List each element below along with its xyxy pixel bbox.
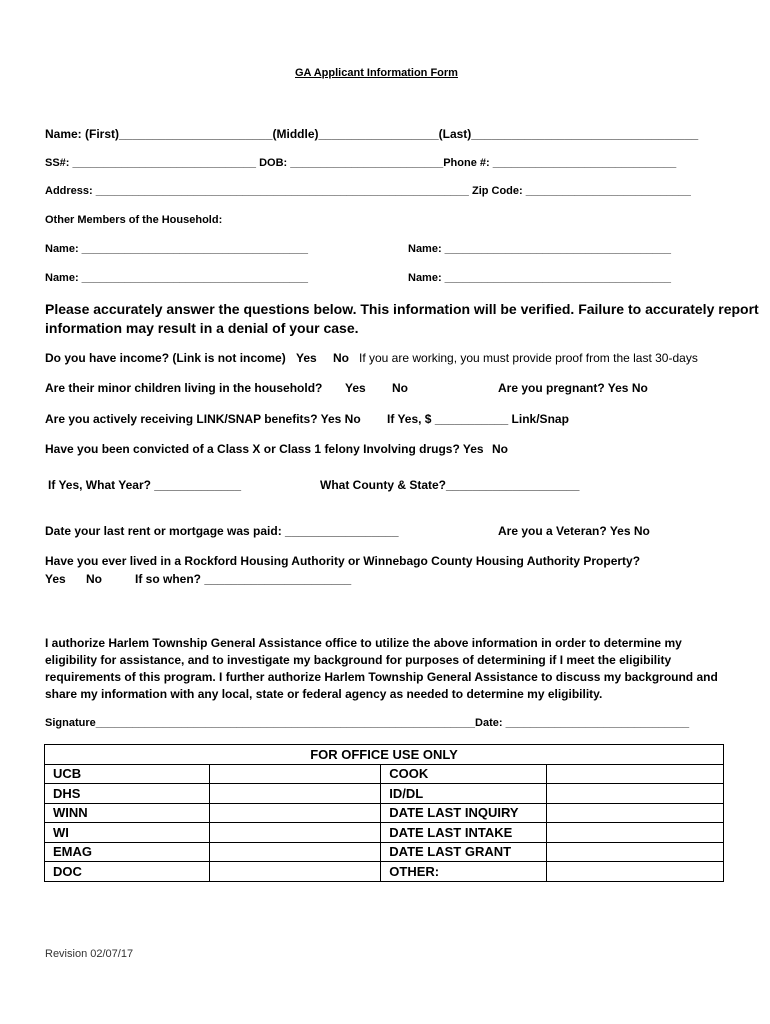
signature-date-line[interactable]: Signature______________________________________________________________Date: ______________________________ xyxy=(45,717,690,729)
authorization-line-1: I authorize Harlem Township General Assistance office to utilize the above information in order to determine my xyxy=(45,636,682,650)
office-label-left: DHS xyxy=(45,784,210,804)
office-label-left: WINN xyxy=(45,803,210,823)
income-no-option[interactable]: No xyxy=(333,351,349,365)
felony-question[interactable]: Have you been convicted of a Class X or Class 1 felony Involving drugs? Yes xyxy=(45,442,484,456)
household-member-name-4[interactable]: Name: _____________________________________ xyxy=(408,272,672,284)
income-question: Do you have income? (Link is not income) xyxy=(45,351,286,365)
office-label-left: EMAG xyxy=(45,842,210,862)
income-note: If you are working, you must provide proof from the last 30-days xyxy=(359,351,698,365)
housing-yes-option[interactable]: Yes xyxy=(45,572,66,586)
authorization-line-3: requirements of this program. I further authorize Harlem Township General Assistance to discuss my background and xyxy=(45,670,718,684)
table-row xyxy=(45,764,724,784)
office-value-right[interactable] xyxy=(546,823,723,843)
office-use-heading: FOR OFFICE USE ONLY xyxy=(45,745,724,765)
office-label-right: ID/DL xyxy=(381,784,547,804)
notice-line-1: Please accurately answer the questions below. This information will be verified. Failure to accurately report xyxy=(45,301,759,317)
household-member-name-1[interactable]: Name: _____________________________________ xyxy=(45,243,309,255)
household-member-name-3[interactable]: Name: _____________________________________ xyxy=(45,272,309,284)
household-member-name-2[interactable]: Name: _____________________________________ xyxy=(408,243,672,255)
office-value-right[interactable] xyxy=(546,862,723,882)
office-value-right[interactable] xyxy=(546,764,723,784)
office-value-left[interactable] xyxy=(209,803,380,823)
authorization-line-4: share my information with any local, state or federal agency as needed to determine my eligibility. xyxy=(45,687,603,701)
housing-question: Have you ever lived in a Rockford Housing Authority or Winnebago County Housing Authority Property? xyxy=(45,554,641,568)
felony-no-option[interactable]: No xyxy=(492,442,508,456)
table-row xyxy=(45,823,724,843)
office-label-right: OTHER: xyxy=(381,862,547,882)
table-row xyxy=(45,842,724,862)
table-row xyxy=(45,862,724,882)
table-row xyxy=(45,803,724,823)
housing-no-option[interactable]: No xyxy=(86,572,102,586)
rent-date-field[interactable]: Date your last rent or mortgage was paid: _________________ xyxy=(45,524,399,538)
office-label-left: WI xyxy=(45,823,210,843)
office-value-left[interactable] xyxy=(209,862,380,882)
snap-question[interactable]: Are you actively receiving LINK/SNAP benefits? Yes No xyxy=(45,412,361,426)
form-title: GA Applicant Information Form xyxy=(295,67,458,79)
office-label-right: COOK xyxy=(381,764,547,784)
office-value-left[interactable] xyxy=(209,823,380,843)
office-value-right[interactable] xyxy=(546,784,723,804)
children-no-option[interactable]: No xyxy=(392,381,408,395)
office-value-left[interactable] xyxy=(209,784,380,804)
office-label-right: DATE LAST GRANT xyxy=(381,842,547,862)
office-value-right[interactable] xyxy=(546,842,723,862)
office-label-right: DATE LAST INTAKE xyxy=(381,823,547,843)
pregnant-question[interactable]: Are you pregnant? Yes No xyxy=(498,381,648,395)
notice-line-2: information may result in a denial of your case. xyxy=(45,320,359,336)
snap-amount-field[interactable]: If Yes, $ ___________ Link/Snap xyxy=(387,412,569,426)
authorization-line-2: eligibility for assistance, and to investigate my background for purposes of determining if I meet the eligibility xyxy=(45,653,672,667)
table-row xyxy=(45,784,724,804)
office-label-left: UCB xyxy=(45,764,210,784)
revision-label: Revision 02/07/17 xyxy=(45,948,134,960)
office-value-left[interactable] xyxy=(209,842,380,862)
office-label-left: DOC xyxy=(45,862,210,882)
office-use-table xyxy=(44,744,724,882)
housing-when-field[interactable]: If so when? ______________________ xyxy=(135,572,352,586)
office-value-right[interactable] xyxy=(546,803,723,823)
office-value-left[interactable] xyxy=(209,764,380,784)
children-question: Are their minor children living in the household? xyxy=(45,381,323,395)
veteran-question[interactable]: Are you a Veteran? Yes No xyxy=(498,524,650,538)
ss-dob-phone-line[interactable]: SS#: ______________________________ DOB: _________________________Phone #: ______________________________ xyxy=(45,157,677,169)
name-field-line[interactable]: Name: (First)_______________________(Middle)__________________(Last)__________________________________ xyxy=(45,127,699,141)
children-yes-option[interactable]: Yes xyxy=(345,381,366,395)
county-state-field[interactable]: What County & State?____________________ xyxy=(320,478,580,492)
income-yes-option[interactable]: Yes xyxy=(296,351,317,365)
address-zip-line[interactable]: Address: _____________________________________________________________ Zip Code: ___________________________ xyxy=(45,185,691,197)
household-label: Other Members of the Household: xyxy=(45,214,223,226)
office-label-right: DATE LAST INQUIRY xyxy=(381,803,547,823)
felony-year-field[interactable]: If Yes, What Year? _____________ xyxy=(48,478,242,492)
